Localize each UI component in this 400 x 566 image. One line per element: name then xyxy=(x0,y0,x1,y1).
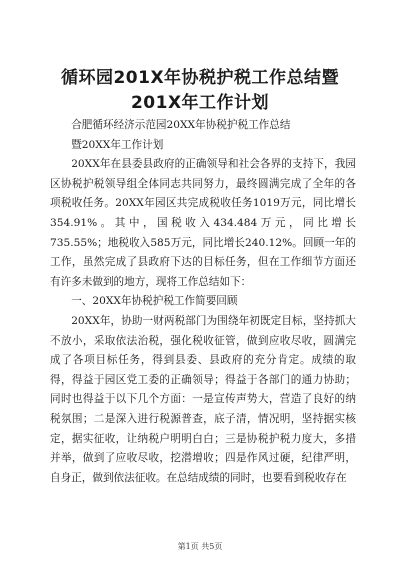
document-body xyxy=(50,116,356,488)
page-footer: 第1页 共5页 xyxy=(177,542,223,551)
section-heading: 一、20XX年协税护税工作简要回顾 xyxy=(71,295,238,308)
review-paragraph: 20XX年，协助一财两税部门为围绕年初既定目标，坚持抓大不放小，采取依法治税，强化税收征管，做到应收尽收，圆满完成了各项目标任务，得到县委、县政府的充分肯定。成绩的取得，得益于园区党工委的正确领导；得益于各部门的通力协助；同时也得益于以下几个方面：一是宣传声势大，营造了良好的纳税氛围；二是深入进行税源普查，底子清，情况明，坚持据实核定，据实征收，让纳税户明明白白；三是协税护税力度大，多措并举，做到了应收尽收，挖潜增收；四是作风过硬，纪律严明，自身正，做到依法征收。在总结成绩的同时，也要看到税收存在 xyxy=(50,314,356,484)
intro-paragraph: 20XX年在县委县政府的正确领导和社会各界的支持下，我园区协税护税领导组全体同志共同努力，最终圆满完成了全年的各项税收任务。20XX年园区共完成税收任务1019万元，同比增长354.91%。其中，国税收入434.484万元，同比增长735.55%；地税收入585万元，同比增长240.12%。回顾一年的工作，虽然完成了县政府下达的目标任务，但在工作细节方面还有许多未做到的地方，现将工作总结如下： xyxy=(50,158,356,288)
document-title: 循环园201X年协税护税工作总结暨201X年工作计划 xyxy=(60,68,340,113)
subtitle-line-2: 暨20XX年工作计划 xyxy=(71,138,164,151)
subtitle-line-1: 合肥循环经济示范园20XX年协税护税工作总结 xyxy=(71,119,291,131)
